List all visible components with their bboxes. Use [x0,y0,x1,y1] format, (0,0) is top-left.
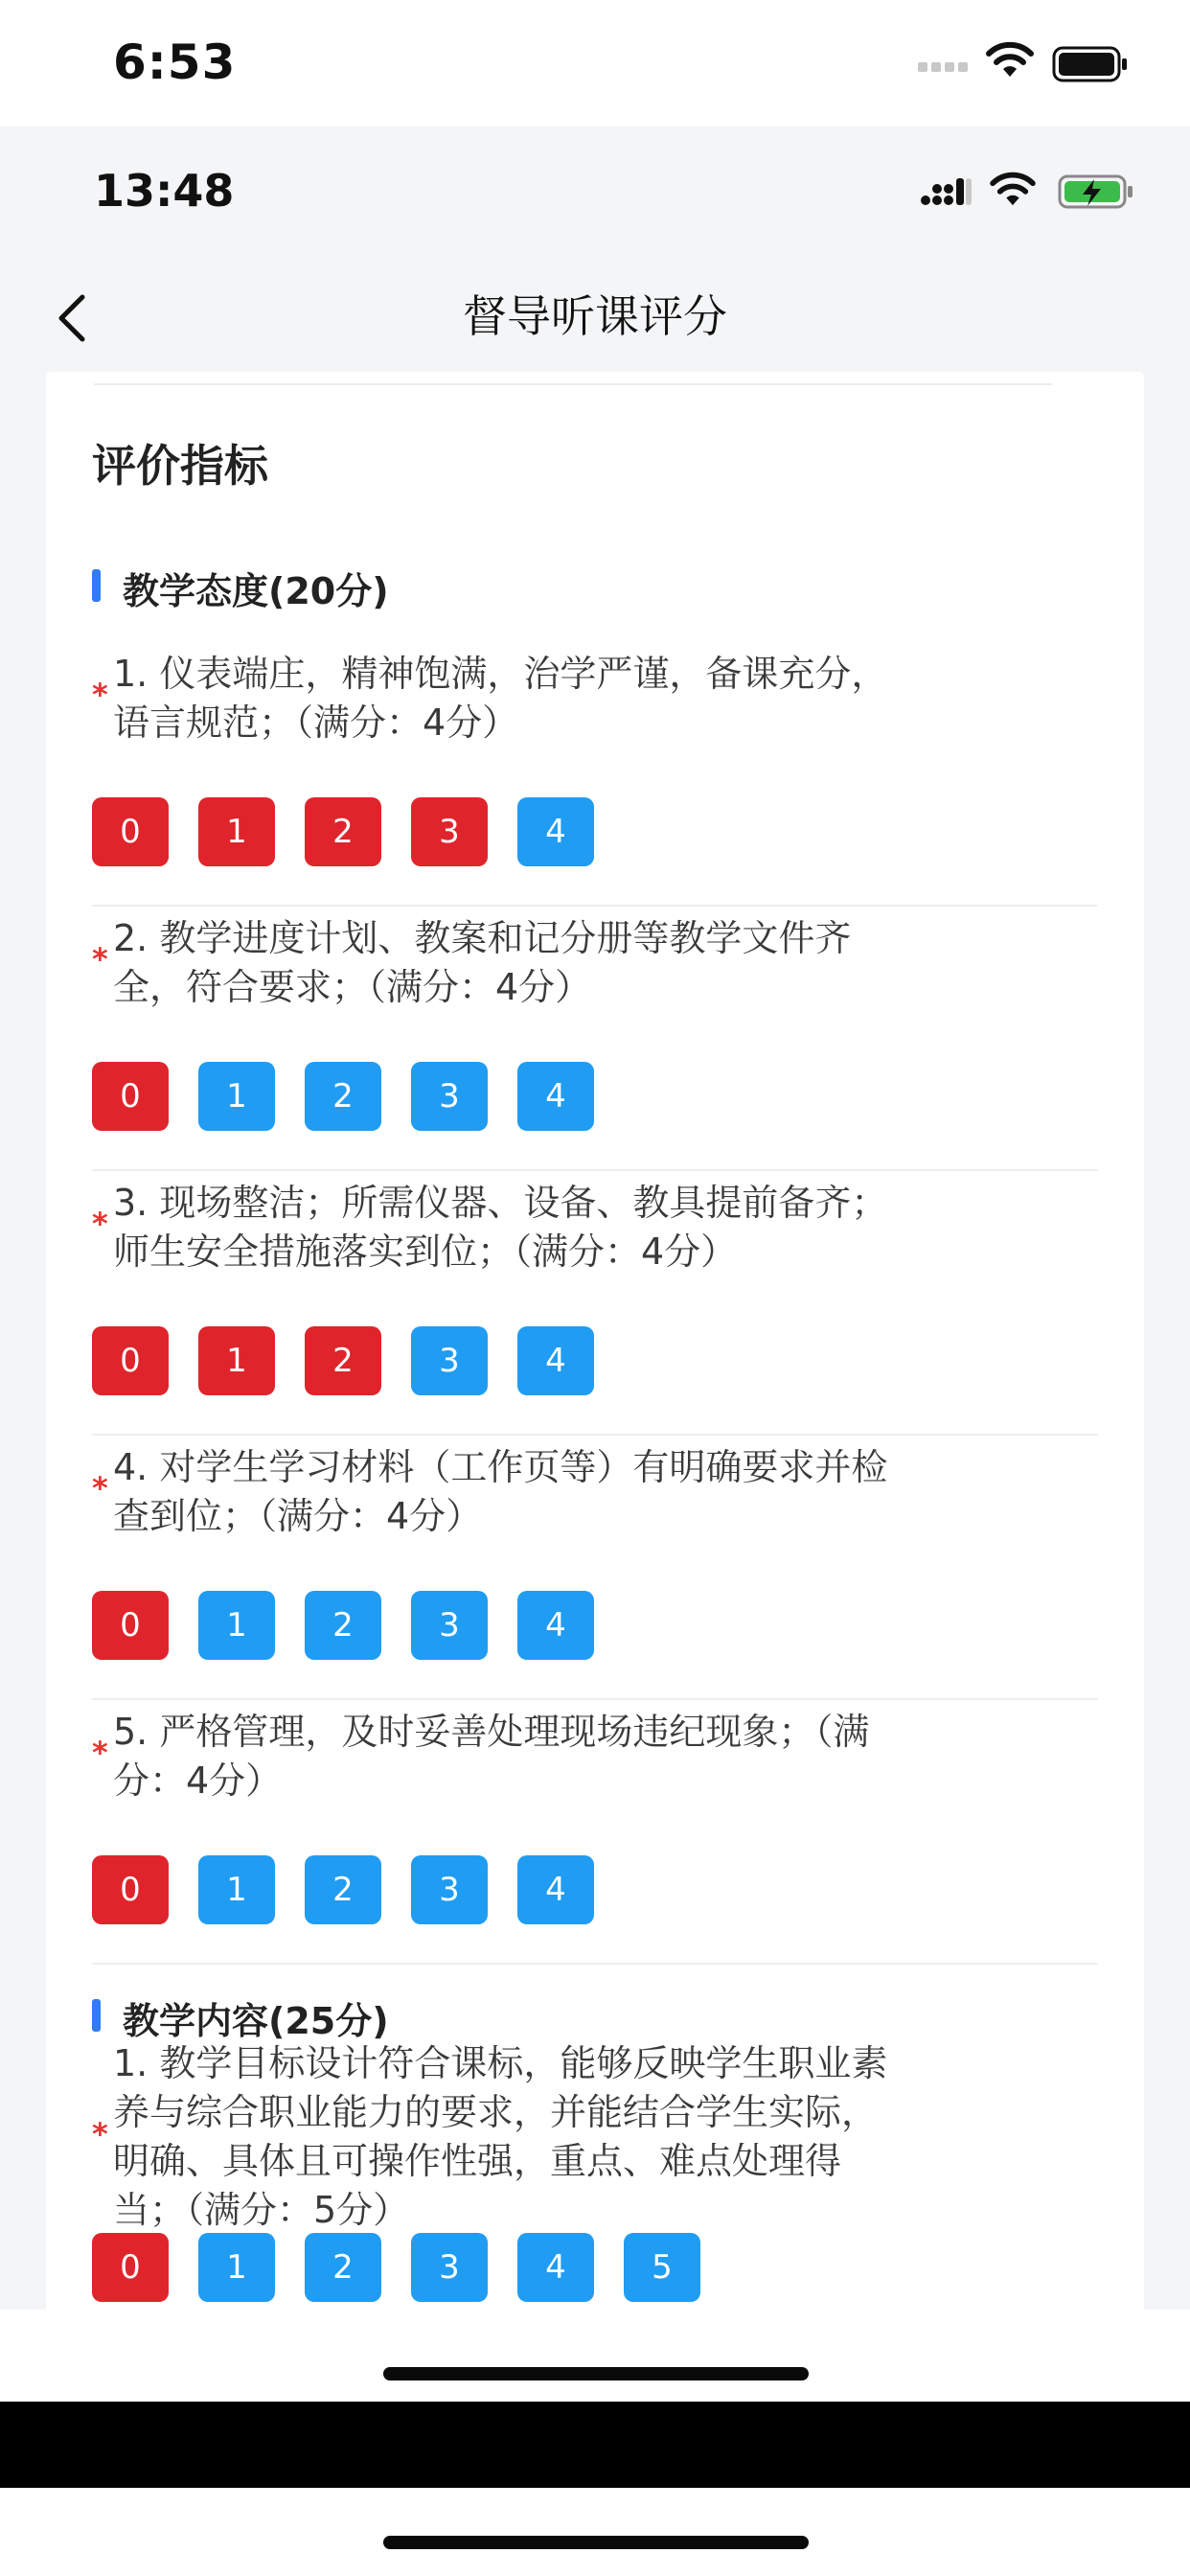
app-clock: 13:48 [94,165,235,217]
wifi-icon [989,171,1037,211]
score-option-2[interactable]: 2 [305,1062,381,1131]
home-indicator[interactable] [383,2367,809,2380]
wifi-icon [985,40,1035,82]
divider [94,383,1052,385]
section-title: 评价指标 [92,440,268,492]
category-title: 教学态度(20分) [123,570,389,612]
score-option-2[interactable]: 2 [305,1855,381,1924]
score-option-4[interactable]: 4 [517,1591,594,1660]
score-option-4[interactable]: 4 [517,1062,594,1131]
required-asterisk: * [92,2116,108,2152]
signal-icon [918,58,972,76]
divider [92,1698,1098,1700]
score-option-0[interactable]: 0 [92,797,169,866]
device-bottom-area [0,2488,1190,2576]
score-option-3[interactable]: 3 [411,1062,488,1131]
score-option-1[interactable]: 1 [198,1855,275,1924]
question-text: 1. 教学目标设计符合课标，能够反映学生职业素 养与综合职业能力的要求，并能结合学生实际， 明确、具体且可操作性强，重点、难点处理得 当；（满分：5分） [113,2042,888,2231]
page-title: 督导听课评分 [463,290,727,342]
question-text: 2. 教学进度计划、教案和记分册等教学文件齐 全，符合要求；（满分：4分） [113,917,852,1008]
app-screen [0,126,1190,2310]
score-option-3[interactable]: 3 [411,1326,488,1395]
divider [92,905,1098,907]
score-option-3[interactable]: 3 [411,1591,488,1660]
question-text: 3. 现场整洁；所需仪器、设备、教具提前备齐； 师生安全措施落实到位；（满分：4分） [113,1182,888,1273]
battery-icon [1052,46,1129,88]
divider [92,1963,1098,1965]
score-option-2[interactable]: 2 [305,2233,381,2302]
score-option-0[interactable]: 0 [92,1855,169,1924]
score-option-0[interactable]: 0 [92,1326,169,1395]
divider [92,1434,1098,1436]
required-asterisk: * [92,1206,108,1242]
home-indicator[interactable] [383,2536,809,2549]
score-option-4[interactable]: 4 [517,1855,594,1924]
score-option-4[interactable]: 4 [517,2233,594,2302]
category-title: 教学内容(25分) [123,2000,389,2042]
score-option-2[interactable]: 2 [305,1591,381,1660]
device-status-bar [0,0,1190,126]
score-option-4[interactable]: 4 [517,797,594,866]
score-option-0[interactable]: 0 [92,1062,169,1131]
score-option-0[interactable]: 0 [92,2233,169,2302]
score-option-1[interactable]: 1 [198,1062,275,1131]
divider [92,1169,1098,1171]
score-option-1[interactable]: 1 [198,797,275,866]
battery-charging-icon [1058,174,1134,215]
score-option-2[interactable]: 2 [305,797,381,866]
evaluation-card [46,372,1144,2310]
home-indicator-area [0,2310,1190,2402]
score-option-4[interactable]: 4 [517,1326,594,1395]
score-option-1[interactable]: 1 [198,1326,275,1395]
score-option-1[interactable]: 1 [198,1591,275,1660]
score-option-0[interactable]: 0 [92,1591,169,1660]
question-text: 1. 仪表端庄，精神饱满，治学严谨，备课充分， 语言规范；（满分：4分） [113,653,888,744]
score-option-3[interactable]: 3 [411,797,488,866]
required-asterisk: * [92,1735,108,1771]
category-accent-bar [92,569,101,602]
score-option-1[interactable]: 1 [198,2233,275,2302]
question-text: 4. 对学生学习材料（工作页等）有明确要求并检 查到位；（满分：4分） [113,1446,888,1537]
black-band [0,2402,1190,2488]
required-asterisk: * [92,677,108,713]
score-option-3[interactable]: 3 [411,1855,488,1924]
score-option-5[interactable]: 5 [624,2233,700,2302]
signal-icon [920,174,973,211]
category-accent-bar [92,1999,101,2032]
required-asterisk: * [92,1470,108,1506]
score-option-2[interactable]: 2 [305,1326,381,1395]
device-clock: 6:53 [113,34,237,90]
required-asterisk: * [92,941,108,978]
question-text: 5. 严格管理，及时妥善处理现场违纪现象；（满 分：4分） [113,1711,870,1802]
score-option-3[interactable]: 3 [411,2233,488,2302]
